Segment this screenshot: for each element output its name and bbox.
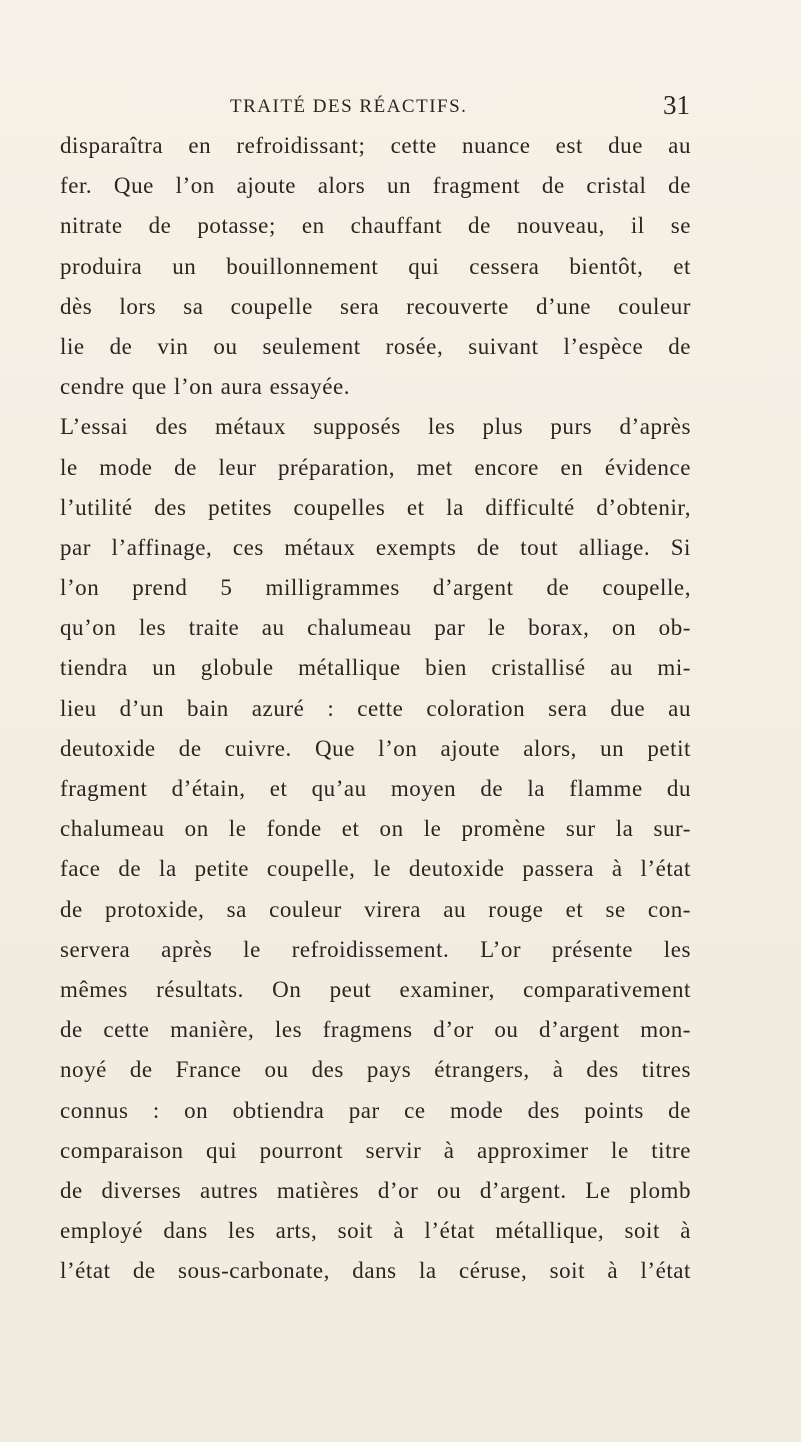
text-line: l’état de sous-carbonate, dans la céruse, soit à l’état (60, 1258, 691, 1284)
body-text (60, 126, 691, 1291)
text-line: fragment d’étain, et qu’au moyen de la flamme du (60, 776, 691, 801)
text-line: de protoxide, sa couleur virera au rouge et se con- (60, 896, 691, 922)
text-line: de diverses autres matières d’or ou d’argent. Le plomb (60, 1177, 691, 1203)
running-title: TRAITÉ DES RÉACTIFS. (230, 96, 468, 117)
text-line: L’essai des métaux supposés les plus purs d’après (60, 414, 691, 440)
text-line: l’on prend 5 milligrammes d’argent de coupelle, (60, 575, 691, 601)
text-line: mêmes résultats. On peut examiner, comparativement (60, 976, 691, 1002)
text-line: comparaison qui pourront servir à approximer le titre (60, 1137, 691, 1163)
text-line: produira un bouillonnement qui cessera bientôt, et (60, 253, 691, 279)
text-line: servera après le refroidissement. L’or présente les (60, 936, 691, 962)
page-number: 31 (663, 90, 690, 120)
text-line: qu’on les traite au chalumeau par le borax, on ob- (60, 615, 691, 641)
text-line: chalumeau on le fonde et on le promène sur la sur- (60, 816, 691, 842)
paragraph-end-line: cendre que l’on aura essayée. (60, 374, 351, 400)
text-line: dès lors sa coupelle sera recouverte d’une couleur (60, 293, 691, 319)
text-line: par l’affinage, ces métaux exempts de tout alliage. Si (60, 534, 691, 560)
text-line: deutoxide de cuivre. Que l’on ajoute alors, un petit (60, 735, 691, 761)
text-line: nitrate de potasse; en chauffant de nouveau, il se (60, 213, 691, 239)
text-line: disparaîtra en refroidissant; cette nuance est due au (60, 133, 691, 158)
text-line: connus : on obtiendra par ce mode des points de (60, 1097, 691, 1123)
text-line: lieu d’un bain azuré : cette coloration sera due au (60, 695, 691, 721)
text-line: employé dans les arts, soit à l’état métallique, soit à (60, 1218, 691, 1244)
text-line: le mode de leur préparation, met encore en évidence (60, 454, 691, 480)
text-line: noyé de France ou des pays étrangers, à des titres (60, 1057, 691, 1083)
text-line: face de la petite coupelle, le deutoxide passera à l’état (60, 856, 691, 882)
text-line: tiendra un globule métallique bien cristallisé au mi- (60, 655, 691, 681)
text-line: de cette manière, les fragmens d’or ou d’argent mon- (60, 1017, 691, 1043)
text-line: fer. Que l’on ajoute alors un fragment de cristal de (60, 173, 691, 199)
text-line: lie de vin ou seulement rosée, suivant l’espèce de (60, 333, 691, 359)
running-head (60, 92, 690, 122)
text-line: l’utilité des petites coupelles et la difficulté d’obtenir, (60, 494, 691, 520)
